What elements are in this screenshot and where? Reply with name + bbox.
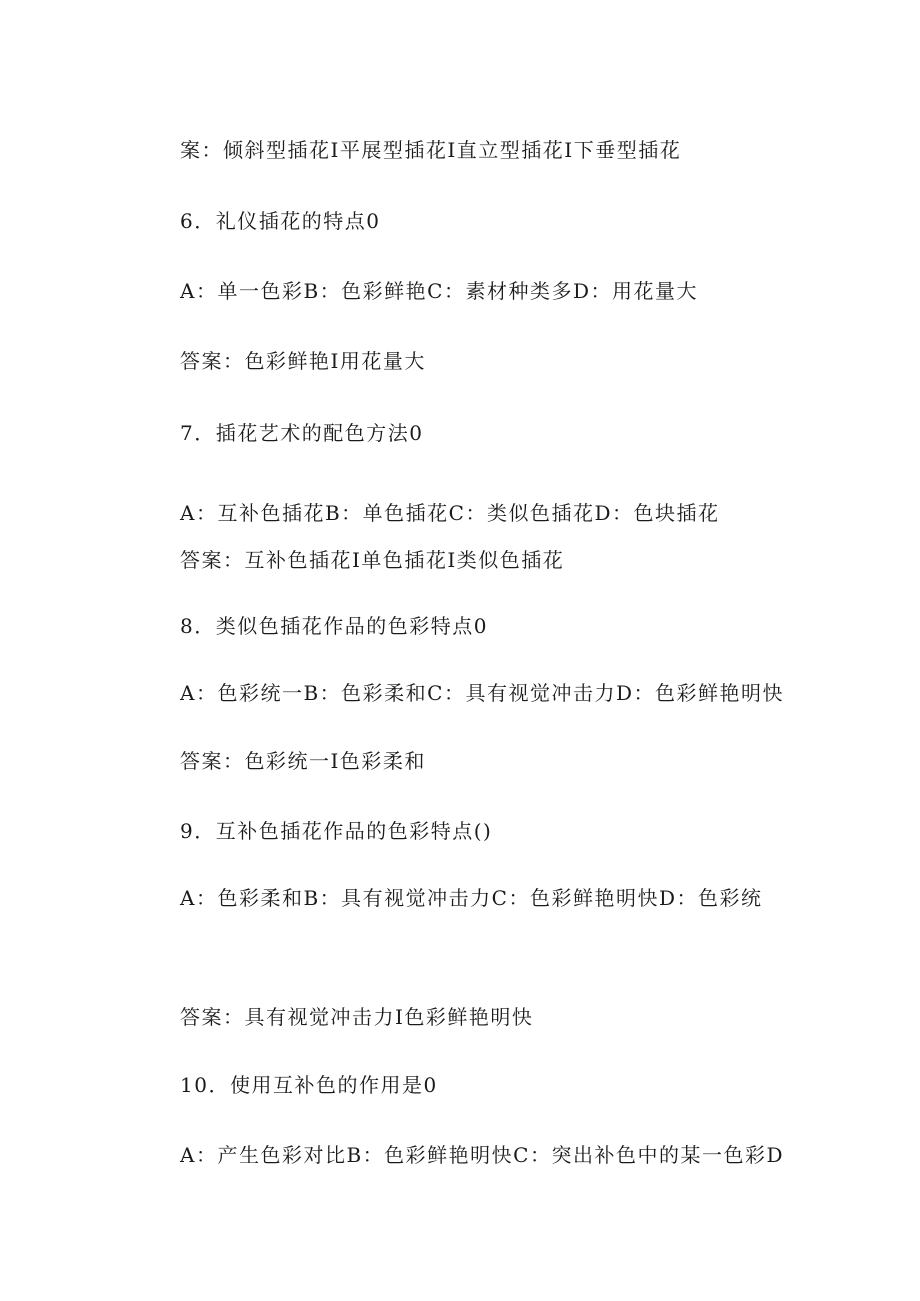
question-7-options: A：互补色插花B：单色插花C：类似色插花D：色块插花 <box>180 501 720 525</box>
question-9-title: 9．互补色插花作品的色彩特点() <box>180 819 493 843</box>
answer-line-5: 案：倾斜型插花I平展型插花I直立型插花I下垂型插花 <box>180 138 682 162</box>
answer-line-6: 答案：色彩鲜艳I用花量大 <box>180 349 426 373</box>
question-10-options: A：产生色彩对比B：色彩鲜艳明快C：突出补色中的某一色彩D <box>180 1143 784 1167</box>
question-8-options: A：色彩统一B：色彩柔和C：具有视觉冲击力D：色彩鲜艳明快 <box>180 681 784 705</box>
answer-line-8: 答案：色彩统一I色彩柔和 <box>180 749 426 773</box>
question-6-options: A：单一色彩B：色彩鲜艳C：素材种类多D：用花量大 <box>180 279 698 303</box>
answer-line-9: 答案：具有视觉冲击力I色彩鲜艳明快 <box>180 1005 534 1029</box>
question-7-title: 7．插花艺术的配色方法0 <box>180 421 424 445</box>
question-6-title: 6．礼仪插花的特点0 <box>180 209 381 233</box>
question-8-title: 8．类似色插花作品的色彩特点0 <box>180 614 488 638</box>
question-9-options: A：色彩柔和B：具有视觉冲击力C：色彩鲜艳明快D：色彩统 <box>180 886 763 910</box>
answer-line-7: 答案：互补色插花I单色插花I类似色插花 <box>180 548 565 572</box>
question-10-title: 10．使用互补色的作用是0 <box>180 1073 438 1097</box>
